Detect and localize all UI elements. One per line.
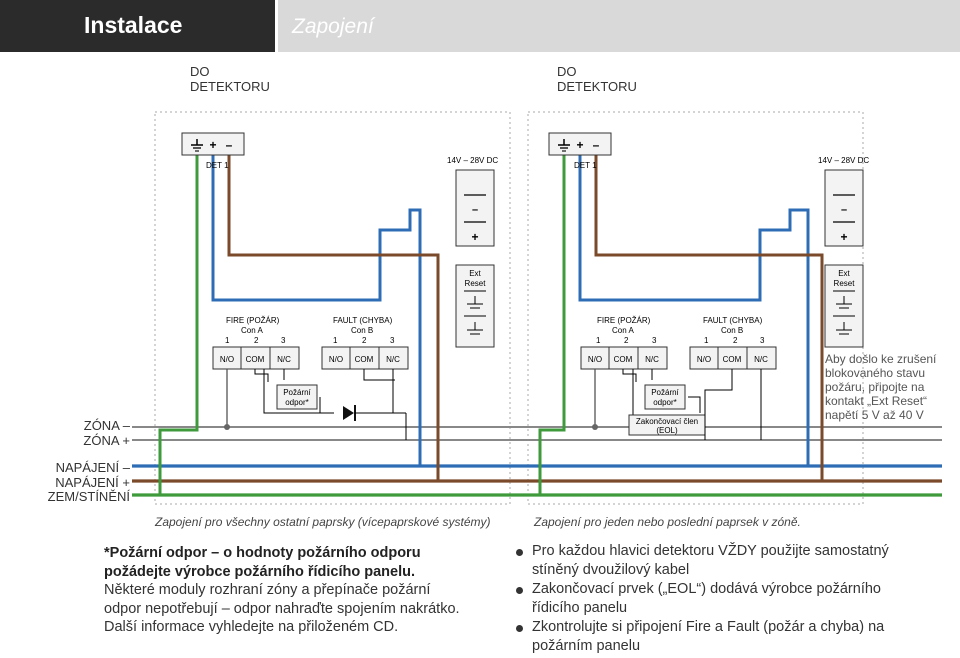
right-fault-n1: 1 <box>704 336 709 345</box>
ext-reset-note-line5: napětí 5 V až 40 V <box>825 408 924 422</box>
right-det-plus: + <box>576 138 584 152</box>
right-ext-reset-line1: Ext <box>838 269 850 278</box>
ext-reset-note <box>825 352 960 422</box>
left-fault-title: FAULT (CHYBA) <box>333 316 393 325</box>
ext-reset-note-line3: požáru, připojte na <box>825 380 925 394</box>
left-zone-junction <box>224 424 230 430</box>
instruction-2-line1: Zakončovací prvek („EOL“) dodává výrobce požárního <box>532 581 881 597</box>
left-fire-n1: 1 <box>225 336 230 345</box>
footnote-line5: Další informace vyhledejte na přiloženém CD. <box>104 619 399 635</box>
left-power-minus: – <box>471 204 479 216</box>
zone-minus-label: ZÓNA – <box>83 418 130 433</box>
left-det-plus-wire <box>229 140 438 481</box>
right-panel-outline <box>528 112 863 504</box>
left-ext-reset-line1: Ext <box>469 269 481 278</box>
instruction-3-line2: požárním panelu <box>532 638 641 654</box>
instruction-3-line1: Zkontrolujte si připojení Fire a Fault (požár a chyba) na <box>532 619 885 635</box>
right-fault-n3: 3 <box>760 336 765 345</box>
ground-shield-label: ZEM/STÍNĚNÍ <box>47 489 130 504</box>
left-fault-n2: 2 <box>362 336 367 345</box>
left-voltage-label: 14V – 28V DC <box>447 156 499 165</box>
left-ext-reset-line2: Reset <box>464 279 486 288</box>
right-det-name: DET 1 <box>574 161 597 170</box>
right-fault-nc: N/C <box>754 355 768 364</box>
left-fire-no: N/O <box>219 355 235 364</box>
right-det-minus: – <box>592 138 600 152</box>
footnote-line4: odpor nepotřebují – odpor nahraďte spojením nakrátko. <box>104 600 460 617</box>
detector-label-left-line1: DO <box>190 64 210 79</box>
right-fire-n2: 2 <box>624 336 629 345</box>
detector-label-right-line1: DO <box>557 64 577 79</box>
caption-left: Zapojení pro všechny ostatní paprsky (vícepaprskové systémy) <box>155 515 491 529</box>
left-det-minus-wire-a <box>213 140 420 466</box>
ext-reset-note-line1: Aby došlo ke zrušení <box>825 352 937 366</box>
footnote-bold-line2: požádejte výrobce požárního řídicího panelu. <box>104 563 415 580</box>
fire-resistor-footnote <box>104 544 514 637</box>
caption-right: Zapojení pro jeden nebo poslední paprsek v zóně. <box>534 515 801 529</box>
power-plus-label: NAPÁJENÍ + <box>55 475 130 490</box>
footnote-bold-line1: *Požární odpor – o hodnoty požárního odporu <box>104 545 421 561</box>
left-fault-n1: 1 <box>333 336 338 345</box>
footnote-line3: Některé moduly rozhraní zóny a přepínače požární <box>104 582 431 598</box>
left-resistor-line1: Požární <box>283 388 311 397</box>
left-fire-n3: 3 <box>281 336 286 345</box>
right-fire-com: COM <box>613 355 633 364</box>
page-subtitle: Zapojení <box>292 15 374 38</box>
diode-icon <box>343 405 355 421</box>
left-fire-nc: N/C <box>277 355 291 364</box>
zone-plus-label: ZÓNA + <box>83 433 130 448</box>
left-fault-nc: N/C <box>386 355 400 364</box>
ext-reset-note-line2: blokovaného stavu <box>825 366 926 380</box>
left-det-name: DET 1 <box>206 161 229 170</box>
detector-label-right-line2: DETEKTORU <box>557 79 637 94</box>
right-ext-reset-line2: Reset <box>833 279 855 288</box>
right-fire-n1: 1 <box>596 336 601 345</box>
left-resistor-line2: odpor* <box>285 398 309 407</box>
instruction-item-2 <box>512 580 952 618</box>
right-voltage-label: 14V – 28V DC <box>818 156 870 165</box>
left-fire-con: Con A <box>241 326 263 335</box>
instruction-item-3 <box>512 618 952 656</box>
detector-label-left-line2: DETEKTORU <box>190 79 270 94</box>
power-minus-label: NAPÁJENÍ – <box>55 460 130 475</box>
right-power-plus: + <box>840 230 848 244</box>
right-resistor-line1: Požární <box>651 388 679 397</box>
right-resistor-line2: odpor* <box>653 398 677 407</box>
left-fault-no: N/O <box>328 355 344 364</box>
left-det-minus: – <box>225 138 233 152</box>
instruction-2-line2: řídicího panelu <box>532 600 628 616</box>
instruction-1-line2: stíněný dvoužilový kabel <box>532 562 690 578</box>
left-fire-title: FIRE (POŽÁR) <box>226 316 280 325</box>
instruction-1-line1: Pro každou hlavici detektoru VŽDY použijte samostatný <box>532 543 889 559</box>
instruction-item-1 <box>512 542 952 580</box>
left-fault-con: Con B <box>351 326 374 335</box>
right-det-ground-wire <box>540 140 564 495</box>
right-fault-con: Con B <box>721 326 744 335</box>
left-det-plus: + <box>209 138 217 152</box>
right-zone-junction <box>592 424 598 430</box>
right-fire-no: N/O <box>587 355 603 364</box>
right-fire-title: FIRE (POŽÁR) <box>597 316 651 325</box>
instructions-list <box>512 542 952 656</box>
page-title: Instalace <box>84 12 183 38</box>
ext-reset-note-line4: kontakt „Ext Reset“ <box>825 394 928 408</box>
right-fire-n3: 3 <box>652 336 657 345</box>
left-fire-com: COM <box>245 355 265 364</box>
left-fire-n2: 2 <box>254 336 259 345</box>
right-power-minus: – <box>840 204 848 216</box>
right-fault-com: COM <box>722 355 742 364</box>
left-fault-com: COM <box>354 355 374 364</box>
right-fault-no: N/O <box>696 355 712 364</box>
right-fault-title: FAULT (CHYBA) <box>703 316 763 325</box>
right-fire-nc: N/C <box>645 355 659 364</box>
left-fault-n3: 3 <box>390 336 395 345</box>
right-eol-line1: Zakončovací člen <box>635 417 699 426</box>
right-fault-n2: 2 <box>733 336 738 345</box>
left-power-plus: + <box>471 230 479 244</box>
right-fire-con: Con A <box>612 326 634 335</box>
left-det-ground-wire <box>160 140 197 495</box>
right-eol-line2: (EOL) <box>656 426 678 435</box>
